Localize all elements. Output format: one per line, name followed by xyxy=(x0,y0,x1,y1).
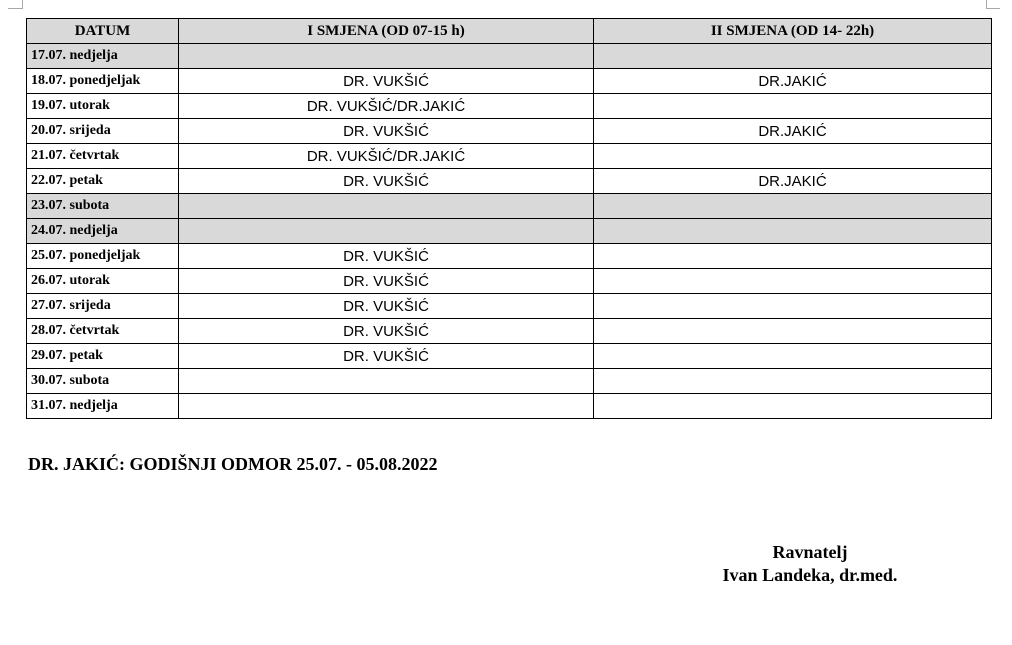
shift-2-cell xyxy=(594,244,992,269)
crop-mark-top-right xyxy=(986,0,987,9)
shift-2-cell xyxy=(594,269,992,294)
table-row xyxy=(27,94,992,119)
shift-1-cell: DR. VUKŠIĆ xyxy=(179,244,594,269)
date-cell: 26.07. utorak xyxy=(27,269,179,294)
signature-title: Ravnatelj xyxy=(772,542,848,562)
shift-1-cell: DR. VUKŠIĆ xyxy=(179,319,594,344)
shift-1-cell: DR. VUKŠIĆ xyxy=(179,119,594,144)
table-row xyxy=(27,369,992,394)
date-cell: 20.07. srijeda xyxy=(27,119,179,144)
shift-2-cell: DR.JAKIĆ xyxy=(594,69,992,94)
shift-1-cell: DR. VUKŠIĆ xyxy=(179,294,594,319)
shift-2-cell xyxy=(594,194,992,219)
shift-2-cell xyxy=(594,394,992,419)
shift-1-cell: DR. VUKŠIĆ/DR.JAKIĆ xyxy=(179,144,594,169)
shift-1-cell: DR. VUKŠIĆ xyxy=(179,344,594,369)
shift-1-cell: DR. VUKŠIĆ xyxy=(179,169,594,194)
shift-2-cell xyxy=(594,219,992,244)
shift-2-cell xyxy=(594,369,992,394)
date-cell: 27.07. srijeda xyxy=(27,294,179,319)
shift-2-cell: DR.JAKIĆ xyxy=(594,119,992,144)
table-header-row xyxy=(27,19,992,44)
header-date: DATUM xyxy=(27,19,179,44)
shift-2-cell xyxy=(594,344,992,369)
date-cell: 17.07. nedjelja xyxy=(27,44,179,69)
shift-2-cell xyxy=(594,294,992,319)
date-cell: 23.07. subota xyxy=(27,194,179,219)
date-cell: 28.07. četvrtak xyxy=(27,319,179,344)
signature-block xyxy=(700,541,920,587)
shift-2-cell: DR.JAKIĆ xyxy=(594,169,992,194)
table-row xyxy=(27,44,992,69)
header-shift-1: I SMJENA (OD 07-15 h) xyxy=(179,19,594,44)
table-row xyxy=(27,194,992,219)
shift-schedule-table xyxy=(26,18,992,419)
table-row xyxy=(27,119,992,144)
table-row xyxy=(27,144,992,169)
crop-mark-top-right xyxy=(986,8,1000,9)
table-body xyxy=(27,44,992,419)
table-row xyxy=(27,244,992,269)
table-row xyxy=(27,319,992,344)
table-row xyxy=(27,69,992,94)
shift-2-cell xyxy=(594,94,992,119)
shift-1-cell xyxy=(179,369,594,394)
date-cell: 19.07. utorak xyxy=(27,94,179,119)
crop-mark-top-left xyxy=(22,0,23,9)
signature-name: Ivan Landeka, dr.med. xyxy=(722,565,898,585)
crop-mark-top-left xyxy=(8,8,22,9)
table-row xyxy=(27,169,992,194)
shift-2-cell xyxy=(594,319,992,344)
shift-1-cell xyxy=(179,194,594,219)
table-row xyxy=(27,344,992,369)
shift-1-cell: DR. VUKŠIĆ xyxy=(179,69,594,94)
shift-1-cell xyxy=(179,44,594,69)
table-row xyxy=(27,394,992,419)
date-cell: 25.07. ponedjeljak xyxy=(27,244,179,269)
shift-2-cell xyxy=(594,144,992,169)
table-row xyxy=(27,294,992,319)
vacation-note: DR. JAKIĆ: GODIŠNJI ODMOR 25.07. - 05.08.2022 xyxy=(28,454,438,474)
table-row xyxy=(27,269,992,294)
date-cell: 29.07. petak xyxy=(27,344,179,369)
header-shift-2: II SMJENA (OD 14- 22h) xyxy=(594,19,992,44)
shift-1-cell xyxy=(179,219,594,244)
date-cell: 21.07. četvrtak xyxy=(27,144,179,169)
date-cell: 24.07. nedjelja xyxy=(27,219,179,244)
shift-2-cell xyxy=(594,44,992,69)
date-cell: 30.07. subota xyxy=(27,369,179,394)
shift-1-cell: DR. VUKŠIĆ/DR.JAKIĆ xyxy=(179,94,594,119)
date-cell: 18.07. ponedjeljak xyxy=(27,69,179,94)
shift-1-cell xyxy=(179,394,594,419)
table-row xyxy=(27,219,992,244)
date-cell: 22.07. petak xyxy=(27,169,179,194)
date-cell: 31.07. nedjelja xyxy=(27,394,179,419)
shift-1-cell: DR. VUKŠIĆ xyxy=(179,269,594,294)
